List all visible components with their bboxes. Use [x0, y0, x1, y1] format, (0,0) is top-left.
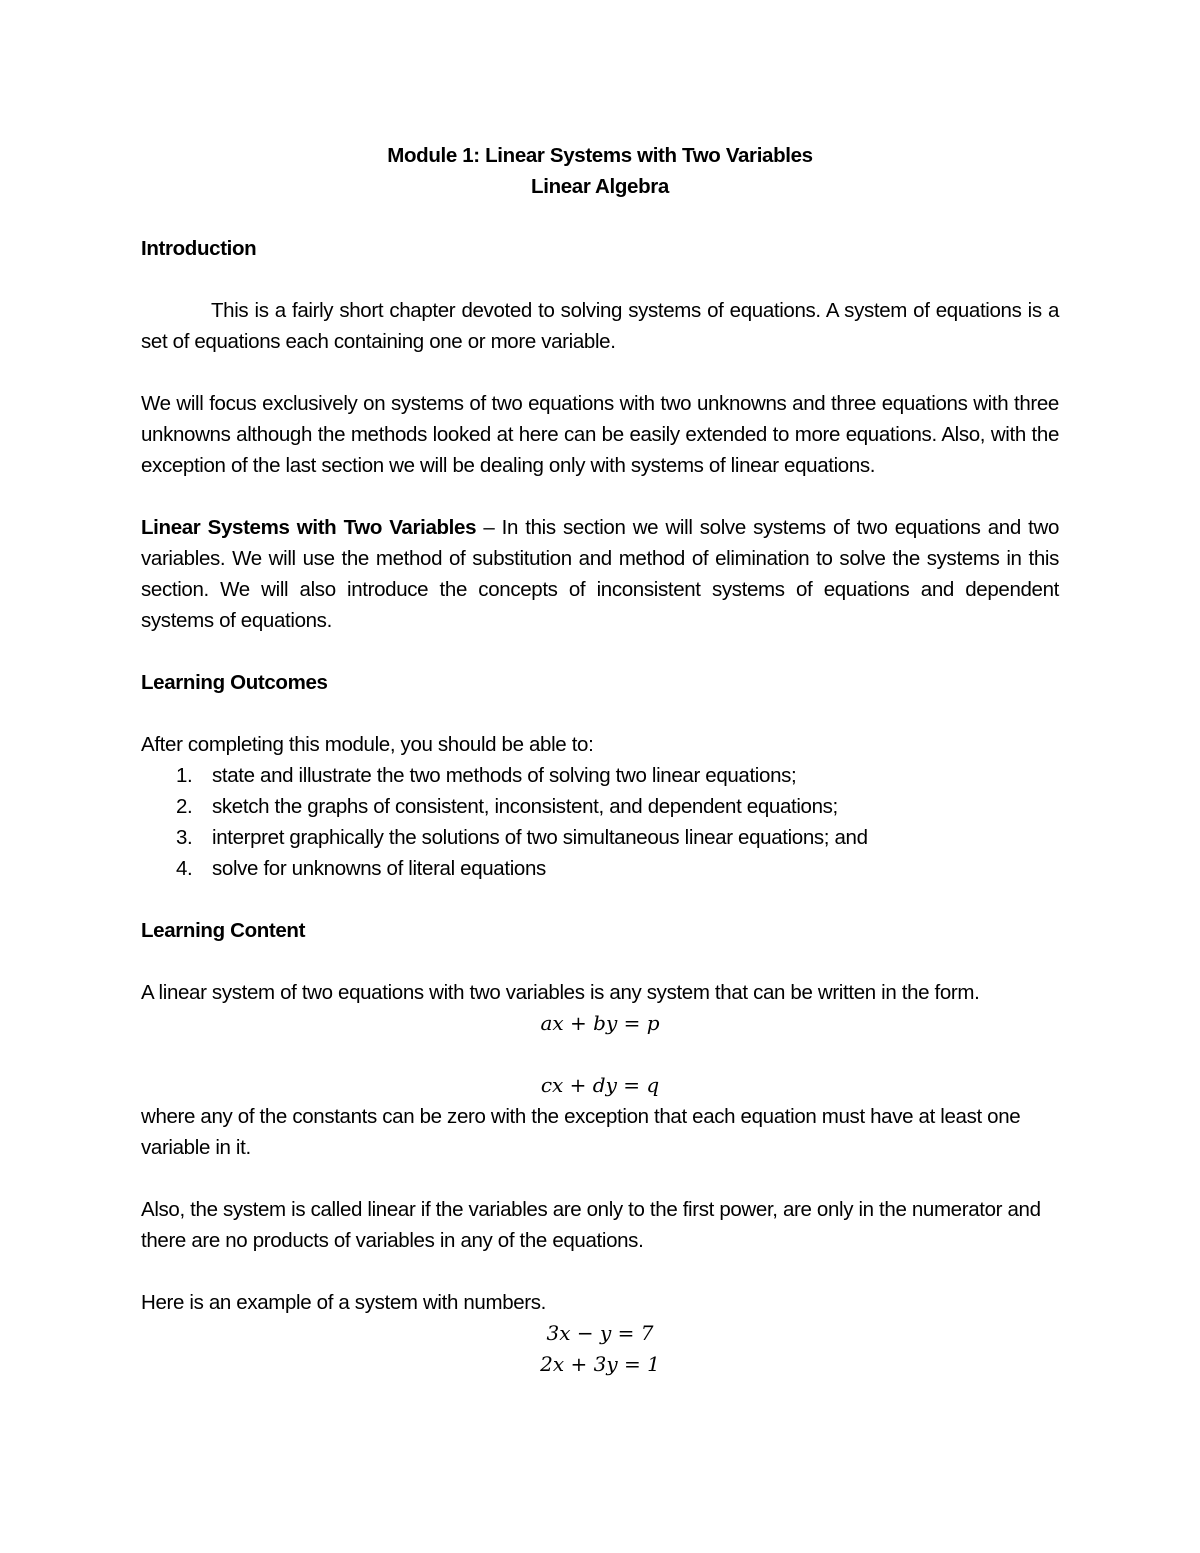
- list-item-text: state and illustrate the two methods of solving two linear equations;: [212, 764, 797, 787]
- list-item-number: 2.: [176, 795, 193, 818]
- section-description: – In this section we will solve systems of two equations and two variables. We will use the method of substitution and method of elimination to solve the systems in this section. We will also introduce the concepts of inconsistent systems of equations and dependent systems of equations.: [141, 516, 1059, 632]
- list-item-number: 1.: [176, 764, 193, 787]
- list-item-number: 4.: [176, 857, 193, 880]
- document-content: [141, 140, 1059, 1380]
- equation-example-2: 2x + 3y = 1: [540, 1352, 660, 1376]
- list-item-text: interpret graphically the solutions of two simultaneous linear equations; and: [212, 826, 868, 849]
- learning-content-paragraph-2: where any of the constants can be zero with the exception that each equation must have at least one variable in it.: [141, 1105, 1021, 1159]
- learning-outcomes-heading: Learning Outcomes: [141, 671, 328, 694]
- equation-general-1: ax + by = p: [540, 1011, 660, 1035]
- course-subtitle: Linear Algebra: [531, 175, 669, 198]
- introduction-heading: Introduction: [141, 237, 257, 260]
- module-title: Module 1: Linear Systems with Two Variables: [387, 144, 813, 167]
- list-item: [141, 760, 1059, 791]
- equation-general-2: cx + dy = q: [540, 1073, 660, 1097]
- section-name-bold: Linear Systems with Two Variables: [141, 516, 477, 539]
- equation-example-1: 3x − y = 7: [546, 1321, 654, 1345]
- learning-content-paragraph-4: Here is an example of a system with numbers.: [141, 1291, 547, 1314]
- learning-outcomes-intro: After completing this module, you should be able to:: [141, 733, 594, 756]
- learning-content-paragraph-1: A linear system of two equations with two variables is any system that can be written in the form.: [141, 981, 980, 1004]
- list-item: [141, 791, 1059, 822]
- introduction-paragraph-1: This is a fairly short chapter devoted to solving systems of equations. A system of equations is a set of equations each containing one or more variable.: [141, 299, 1059, 353]
- list-item-number: 3.: [176, 826, 193, 849]
- learning-content-paragraph-3: Also, the system is called linear if the variables are only to the first power, are only in the numerator and there are no products of variables in any of the equations.: [141, 1198, 1041, 1252]
- learning-outcomes-list: [141, 760, 1059, 884]
- introduction-paragraph-2: We will focus exclusively on systems of two equations with two unknowns and three equations with three unknowns although the methods looked at here can be easily extended to more equations. Also, with the exception of the last section we will be dealing only with systems of linear equations.: [141, 392, 1059, 477]
- list-item-text: solve for unknowns of literal equations: [212, 857, 546, 880]
- list-item: [141, 853, 1059, 884]
- list-item-text: sketch the graphs of consistent, inconsistent, and dependent equations;: [212, 795, 838, 818]
- introduction-paragraph-3: [141, 512, 1059, 636]
- list-item: [141, 822, 1059, 853]
- learning-content-heading: Learning Content: [141, 919, 306, 942]
